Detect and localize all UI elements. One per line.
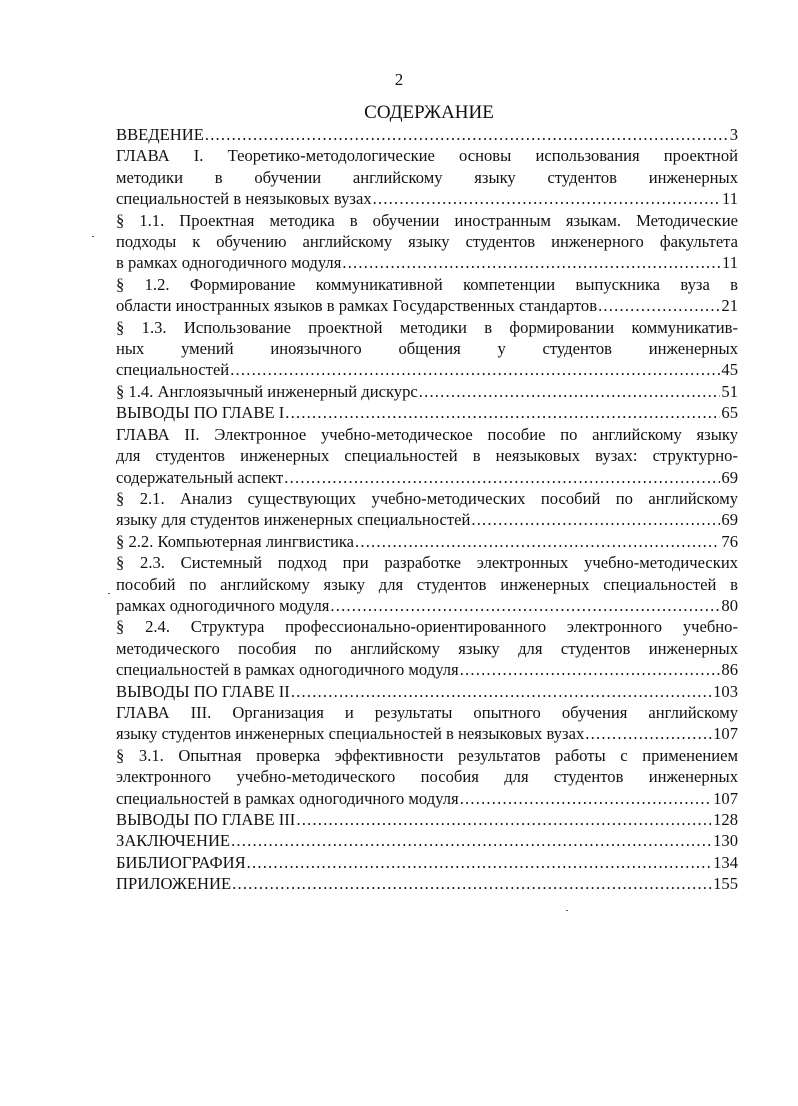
toc-page-number: 130	[713, 831, 738, 851]
toc-entry-text: ЗАКЛЮЧЕНИЕ	[116, 831, 231, 851]
toc-entry-line: § 2.1. Анализ существующих учебно-методических пособий по английскому	[116, 488, 738, 508]
toc-page-number: 107	[713, 724, 738, 744]
toc-page-number: 51	[721, 381, 738, 401]
toc-page-number: 11	[722, 189, 738, 209]
toc-entry-line: методического пособия по английскому языку для студентов инженерных	[116, 638, 738, 658]
toc-entry-final-line	[116, 531, 738, 552]
toc-entry-text: ВВЕДЕНИЕ	[116, 125, 204, 144]
toc-entry-line: § 1.2. Формирование коммуникативной компетенции выпускника вуза в	[116, 274, 738, 294]
toc-page-number: 86	[721, 660, 738, 680]
toc-page-number: 21	[721, 296, 738, 316]
toc-dot-leader	[284, 467, 720, 488]
toc-dot-leader	[296, 809, 712, 830]
toc-page-number: 11	[722, 253, 738, 273]
toc-page-number: 3	[729, 125, 738, 144]
toc-entry	[116, 424, 738, 488]
toc-entry-final-line	[116, 467, 738, 488]
toc-entry-final-line	[116, 381, 738, 402]
toc-entry-line: подходы к обучению английскому языку студентов инженерного факультета	[116, 232, 738, 252]
toc-dot-leader	[419, 381, 721, 402]
toc-dot-leader	[342, 252, 721, 273]
toc-page-number: 80	[721, 595, 738, 615]
toc-entry-text: ПРИЛОЖЕНИЕ	[116, 874, 232, 894]
toc-entry-line: ных умений иноязычного общения у студентов инженерных	[116, 339, 738, 359]
toc-entry-text: языку студентов инженерных специальностей в неязыковых вузах	[116, 724, 585, 744]
toc-entry-line: § 2.4. Структура профессионально-ориентированного электронного учебно-	[116, 617, 738, 637]
toc-entry-final-line	[116, 402, 738, 423]
toc-entry-text: специальностей в рамках одногодичного модуля	[116, 660, 459, 680]
toc-entry-line: § 3.1. Опытная проверка эффективности результатов работы с применением	[116, 745, 738, 765]
toc-entry-text: специальностей	[116, 360, 230, 380]
toc-page-number: 69	[721, 510, 738, 530]
toc-dot-leader	[471, 509, 720, 530]
toc-dot-leader	[205, 124, 729, 145]
toc-dot-leader	[291, 681, 712, 702]
toc-page-number: 65	[721, 403, 738, 423]
toc-entry-line: пособий по английскому языку для студентов инженерных специальностей в	[116, 574, 738, 594]
toc-entry	[116, 552, 738, 616]
toc-entry-text: ВЫВОДЫ ПО ГЛАВЕ II	[116, 681, 290, 701]
toc-entry-text: в рамках одногодичного модуля	[116, 253, 342, 273]
toc-entry-line: § 2.3. Системный подход при разработке электронных учебно-методических	[116, 553, 738, 573]
toc-entry-line: § 1.1. Проектная методика в обучении иностранным языкам. Методические	[116, 210, 738, 230]
toc-entry	[116, 274, 738, 317]
toc-page-number: 128	[713, 810, 738, 829]
toc-entry-final-line	[116, 124, 738, 145]
toc-entry-text: ВЫВОДЫ ПО ГЛАВЕ I	[116, 403, 285, 423]
toc-entry	[116, 809, 738, 830]
toc-entry-final-line	[116, 659, 738, 680]
toc-entry-line: § 1.3. Использование проектной методики в формировании коммуникатив-	[116, 317, 738, 337]
toc-dot-leader	[231, 830, 712, 851]
toc-entry-final-line	[116, 188, 738, 209]
toc-dot-leader	[585, 723, 712, 744]
toc-dot-leader	[598, 295, 720, 316]
toc-entry	[116, 402, 738, 423]
toc-entry-line: ГЛАВА II. Электронное учебно-методическое пособие по английскому языку	[116, 424, 738, 444]
toc-dot-leader	[460, 659, 721, 680]
toc-entry-text: специальностей в неязыковых вузах	[116, 189, 372, 209]
toc-entry-line: ГЛАВА I. Теоретико-методологические основы использования проектной	[116, 146, 738, 166]
toc-entry-text: языку для студентов инженерных специальностей	[116, 510, 471, 530]
scan-speck	[92, 236, 94, 237]
scan-speck	[566, 910, 568, 911]
toc-entry-final-line	[116, 852, 738, 873]
toc-entry-final-line	[116, 359, 738, 380]
toc-entry-text: содержательный аспект	[116, 467, 284, 487]
toc-entry	[116, 145, 738, 209]
toc-entry	[116, 531, 738, 552]
toc-page-number: 107	[713, 788, 738, 808]
toc-entry	[116, 702, 738, 745]
toc-entry-final-line	[116, 295, 738, 316]
toc-entry-final-line	[116, 509, 738, 530]
toc-entry-text: БИБЛИОГРАФИЯ	[116, 852, 246, 872]
toc-entry-line: для студентов инженерных специальностей в неязыковых вузах: структурно-	[116, 446, 738, 466]
toc-page-number: 69	[721, 467, 738, 487]
toc-page-number: 76	[721, 531, 738, 551]
toc-dot-leader	[373, 188, 721, 209]
toc-dot-leader	[230, 359, 720, 380]
toc-entry	[116, 852, 738, 873]
toc-entry-text: области иностранных языков в рамках Государственных стандартов	[116, 296, 598, 316]
toc-dot-leader	[232, 873, 712, 894]
toc-page-number: 45	[721, 360, 738, 380]
toc-entry	[116, 681, 738, 702]
toc-entry	[116, 830, 738, 851]
toc-page-number: 155	[713, 874, 738, 894]
toc-dot-leader	[330, 595, 720, 616]
toc-entry	[116, 381, 738, 402]
toc-entry-final-line	[116, 873, 738, 894]
toc-entry-line: методики в обучении английскому языку студентов инженерных	[116, 167, 738, 187]
table-of-contents	[116, 124, 738, 895]
toc-entry-final-line	[116, 830, 738, 851]
toc-entry-text: специальностей в рамках одногодичного модуля	[116, 788, 459, 808]
toc-entry-final-line	[116, 788, 738, 809]
toc-dot-leader	[247, 852, 712, 873]
toc-dot-leader	[460, 788, 712, 809]
toc-entry	[116, 124, 738, 145]
toc-entry-final-line	[116, 809, 738, 830]
toc-dot-leader	[285, 402, 720, 423]
toc-entry	[116, 488, 738, 531]
toc-entry-final-line	[116, 252, 738, 273]
toc-entry-final-line	[116, 595, 738, 616]
toc-entry-text: рамках одногодичного модуля	[116, 595, 330, 615]
toc-entry	[116, 616, 738, 680]
toc-title: СОДЕРЖАНИЕ	[364, 102, 494, 123]
toc-entry-text: ВЫВОДЫ ПО ГЛАВЕ III	[116, 810, 296, 829]
toc-entry	[116, 873, 738, 894]
toc-entry-final-line	[116, 681, 738, 702]
toc-entry-line: электронного учебно-методического пособия для студентов инженерных	[116, 767, 738, 787]
toc-page-number: 134	[713, 852, 738, 872]
page-number: 2	[394, 70, 404, 89]
toc-entry	[116, 745, 738, 809]
toc-entry-line: ГЛАВА III. Организация и результаты опытного обучения английскому	[116, 702, 738, 722]
scan-speck	[108, 593, 110, 594]
toc-page-number: 103	[713, 681, 738, 701]
toc-entry-final-line	[116, 723, 738, 744]
toc-dot-leader	[355, 531, 720, 552]
toc-entry	[116, 317, 738, 381]
toc-entry-text: § 2.2. Компьютерная лингвистика	[116, 531, 355, 551]
toc-entry-text: § 1.4. Англоязычный инженерный дискурс	[116, 381, 418, 401]
toc-entry	[116, 210, 738, 274]
